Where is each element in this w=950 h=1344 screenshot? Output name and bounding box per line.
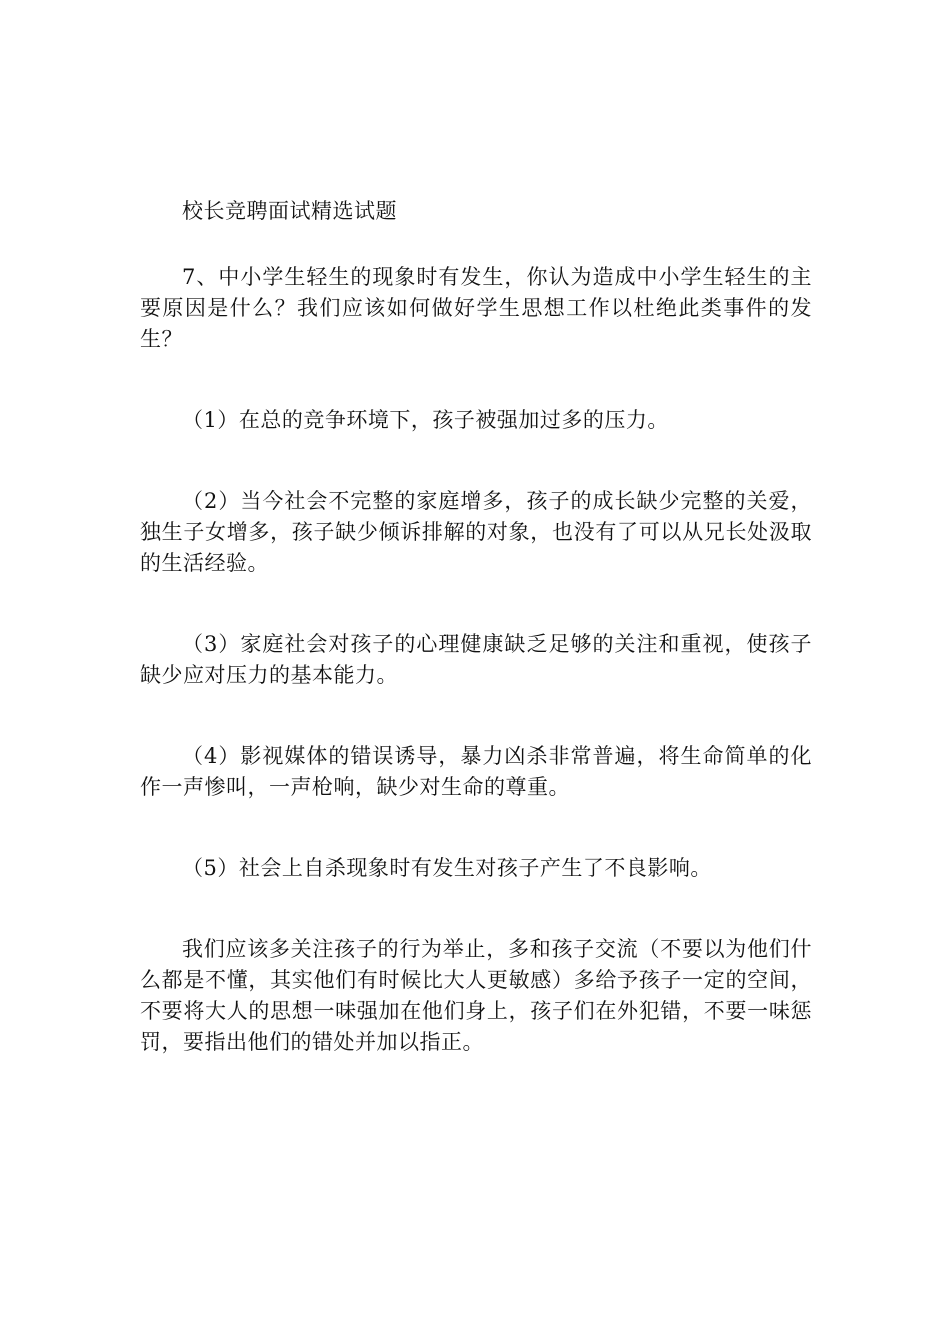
document-body [140,196,812,1058]
conclusion-paragraph: 我们应该多关注孩子的行为举止，多和孩子交流（不要以为他们什么都是不懂，其实他们有时候比大人更敏感）多给予孩子一定的空间，不要将大人的思想一味强加在他们身上，孩子们在外犯错，不要一味惩罚，要指出他们的错处并加以指正。 [140,937,812,1054]
reason-paragraph-3: （3）家庭社会对孩子的心理健康缺乏足够的关注和重视，使孩子缺少应对压力的基本能力。 [140,632,812,687]
document-title: 校长竞聘面试精选试题 [182,199,397,223]
reason-paragraph-1: （1）在总的竞争环境下，孩子被强加过多的压力。 [182,408,669,432]
reason-paragraph-5: （5）社会上自杀现象时有发生对孩子产生了不良影响。 [182,856,712,880]
reason-paragraph-2: （2）当今社会不完整的家庭增多，孩子的成长缺少完整的关爱，独生子女增多，孩子缺少倾诉排解的对象，也没有了可以从兄长处汲取的生活经验。 [140,489,812,575]
question-paragraph: 7、中小学生轻生的现象时有发生，你认为造成中小学生轻生的主要原因是什么？我们应该如何做好学生思想工作以杜绝此类事件的发生？ [140,265,812,351]
reason-paragraph-4: （4）影视媒体的错误诱导，暴力凶杀非常普遍，将生命简单的化作一声惨叫，一声枪响，缺少对生命的尊重。 [140,744,812,799]
